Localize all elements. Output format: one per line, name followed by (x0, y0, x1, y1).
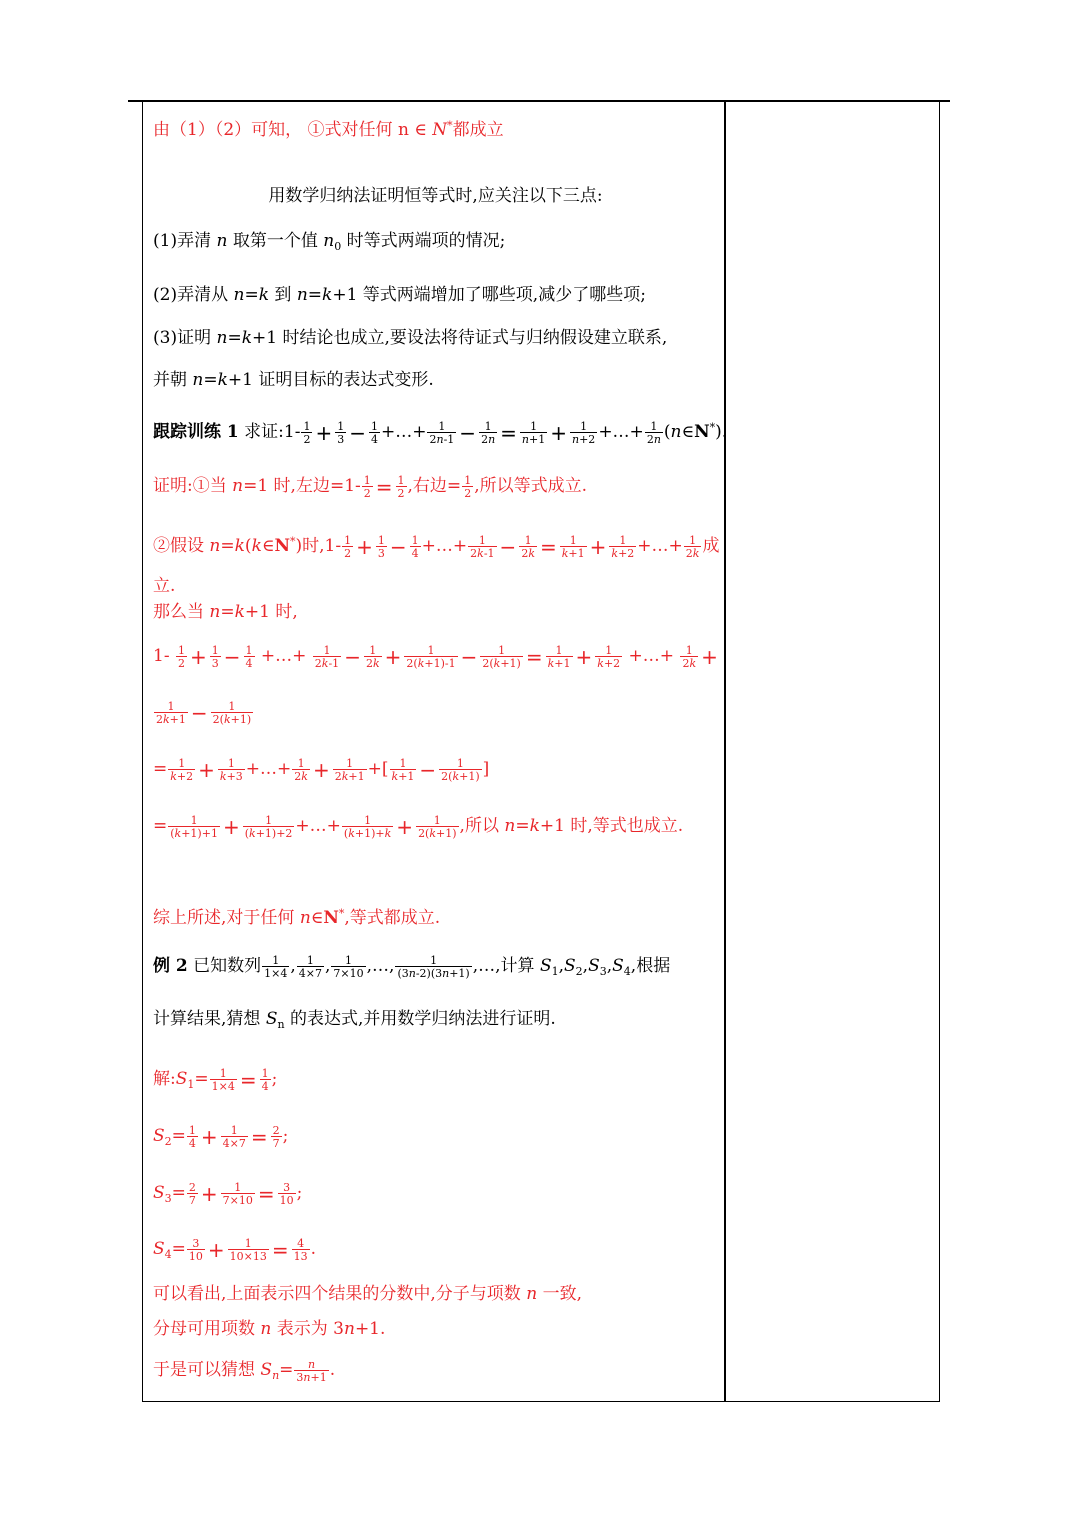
example-label: 例 2 (153, 956, 188, 976)
observation-2: 分母可用项数 n 表示为 3n+1. (153, 1319, 386, 1339)
proof-eq-line-3: = $\frac{1}{k+2}$ + $\frac{1}{k+3}$ +…+ $\frac{1}{2k}$ + $\frac{1}{2k+1}$ +[ $\frac{1}{k+1}$ − $\frac{1}{2(k+1)}$ ] (153, 756, 490, 783)
solution-s1: 解$:S_1=$ $\frac{1}{1\times 4}$ = $\frac{1}{4}$ ; (153, 1066, 278, 1093)
proof-step-3-intro: 那么当 n=k+1 时, (153, 602, 298, 622)
proof-step-1: 证明:①当 n=1 时,左边=1- $\frac{1}{2}$ = $\frac{1}{2}$ ,右边= $\frac{1}{2}$ ,所以等式成立. (153, 473, 587, 500)
conclusion-line: 由（1）（2）可知， ①式对任何 n ∈ N*都成立 (153, 119, 504, 140)
column-divider (724, 102, 726, 1402)
tips-heading: 用数学归纳法证明恒等式时,应关注以下三点: (268, 186, 603, 206)
proof-eq-line-4: = $\frac{1}{(k+1)+1}$ + $\frac{1}{(k+1)+2}$ +…+ $\frac{1}{(k+1)+k}$ + $\frac{1}{2(k+1)}$ ,所以 n=k+1 时,等式也成立. (153, 813, 684, 840)
example-2-cont: 计算结果,猜想 $S_n$ 的表达式,并用数学归纳法进行证明. (153, 1009, 556, 1031)
proof-step-2-cont: 立. (153, 576, 176, 596)
example-2: 例 2 已知数列 $\frac{1}{1\times 4}$ , $\frac{1}{4\times 7}$ , $\frac{1}{7\times 10}$ ,…, $\frac{1}{(3n-2)(3n+1)}$ ,…,计算 $S_1,S_2,S_3,S_4$,根据 (153, 953, 671, 980)
tip-3: (3)证明 n=k+1 时结论也成立,要设法将待证式与归纳假设建立联系, (153, 328, 668, 348)
proof-eq-line-1: 1- $\frac{1}{2}$ + $\frac{1}{3}$ − $\frac{1}{4}$ +…+ $\frac{1}{2k-1}$ − $\frac{1}{2k}$ + $\frac{1}{2(k+1)-1}$ − $\frac{1}{2(k+1)}$ = $\frac{1}{k+1}$ + $\frac{1}{k+2}$ +…+ $\frac{1}{2k}$ + (153, 643, 718, 670)
observation-1: 可以看出,上面表示四个结果的分数中,分子与项数 n 一致, (153, 1284, 582, 1304)
solution-s3: $S_3=$ $\frac{2}{7}$ + $\frac{1}{7\times 10}$ = $\frac{3}{10}$ ; (153, 1180, 303, 1207)
exercise-label: 跟踪训练 1 (153, 422, 239, 442)
proof-step-2: ②假设 n=k(k∈N*)时,1- $\frac{1}{2}$ + $\frac{1}{3}$ − $\frac{1}{4}$ +…+ $\frac{1}{2k-1}$ − $\frac{1}{2k}$ = $\frac{1}{k+1}$ + $\frac{1}{k+2}$ +…+ $\frac{1}{2k}$ 成 (153, 533, 720, 560)
tip-2: (2)弄清从 n=k 到 n=k+1 等式两端增加了哪些项,减少了哪些项; (153, 285, 646, 305)
exercise-1: 跟踪训练 1 求证:1- $\frac{1}{2}$ + $\frac{1}{3}$ − $\frac{1}{4}$ +…+ $\frac{1}{2n-1}$ − $\frac{1}{2n}$ = $\frac{1}{n+1}$ + $\frac{1}{n+2}$ +…+ $\frac{1}{2n}$ (n∈N*). (153, 419, 728, 446)
solution-s4: $S_4=$ $\frac{3}{10}$ + $\frac{1}{10\times 13}$ = $\frac{4}{13}$ . (153, 1236, 317, 1263)
proof-summary: 综上所述,对于任何 n∈N*,等式都成立. (153, 907, 441, 928)
tip-3-cont: 并朝 n=k+1 证明目标的表达式变形. (153, 370, 434, 390)
solution-s2: $S_2=$ $\frac{1}{4}$ + $\frac{1}{4\times 7}$ = $\frac{2}{7}$ ; (153, 1123, 289, 1150)
conjecture: 于是可以猜想 $S_n=$ $\frac{n}{3n+1}$ . (153, 1357, 336, 1384)
proof-eq-line-2: $\frac{1}{2k+1}$ − $\frac{1}{2(k+1)}$ (156, 699, 252, 726)
tip-1: (1)弄清 n 取第一个值 $n_0$ 时等式两端项的情况; (153, 231, 506, 253)
